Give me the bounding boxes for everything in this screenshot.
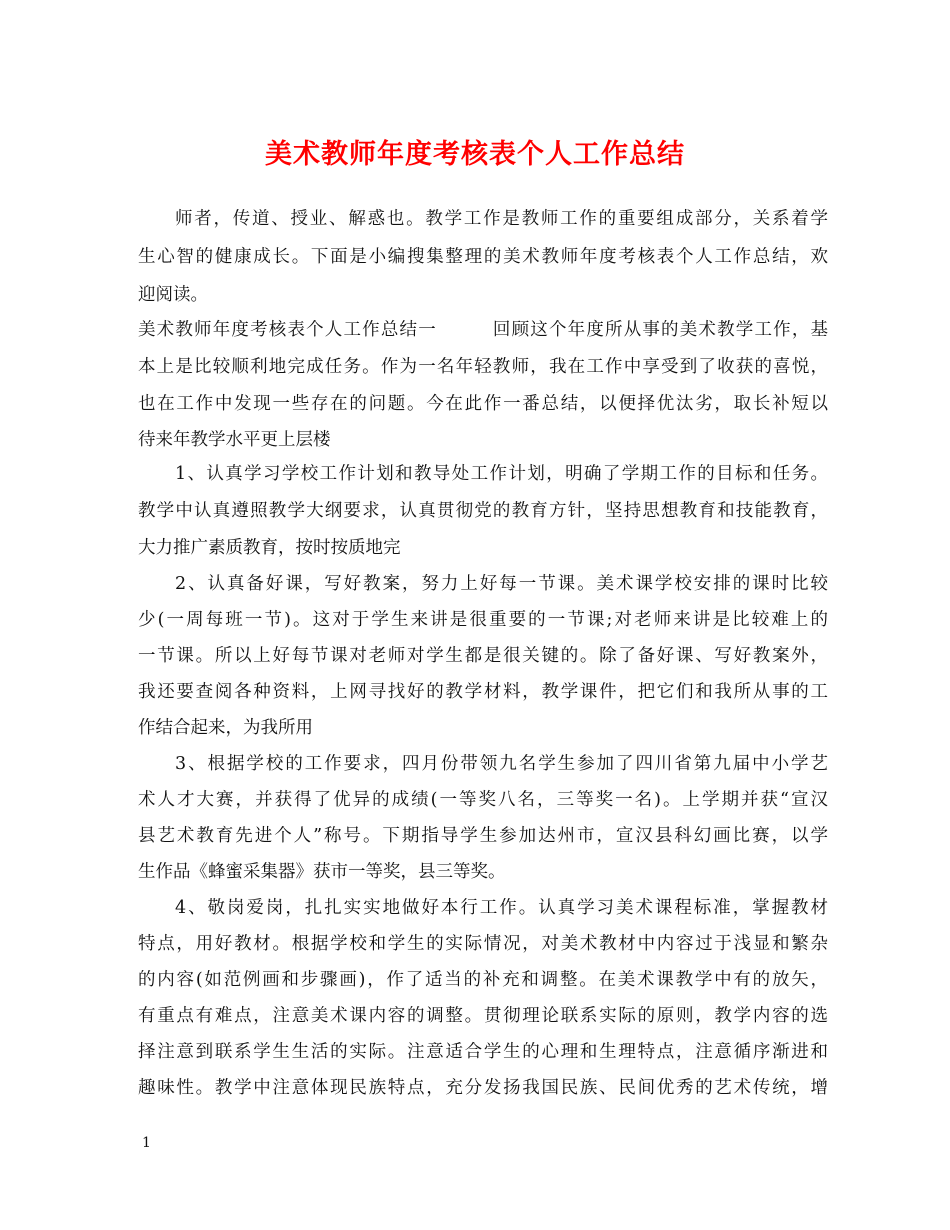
page-number: 1 (142, 1135, 151, 1151)
paragraph-line: 美术教师年度考核表个人工作总结一 回顾这个年度所从事的美术教学工作，基 (138, 320, 828, 340)
paragraph-line: 术人才大赛，并获得了优异的成绩(一等奖八名，三等奖一名)。上学期并获“宣汉 (138, 790, 828, 810)
paragraph-line: 特点，用好教材。根据学校和学生的实际情况，对美术教材中内容过于浅显和繁杂 (138, 934, 828, 954)
paragraph-line: 我还要查阅各种资料，上网寻找好的教学材料，教学课件，把它们和我所从事的工 (138, 682, 828, 702)
paragraph-line: 生心智的健康成长。下面是小编搜集整理的美术教师年度考核表个人工作总结，欢 (138, 247, 828, 267)
paragraph-line: 少(一周每班一节)。这对于学生来讲是很重要的一节课;对老师来讲是比较难上的 (138, 610, 828, 630)
paragraph-line: 本上是比较顺利地完成任务。作为一名年轻教师，我在工作中享受到了收获的喜悦， (138, 357, 828, 377)
paragraph-line: 4、敬岗爱岗，扎扎实实地做好本行工作。认真学习美术课程标准，掌握教材 (175, 898, 828, 918)
document-title: 美术教师年度考核表个人工作总结 (265, 139, 685, 170)
paragraph-line: 3、根据学校的工作要求，四月份带领九名学生参加了四川省第九届中小学艺 (175, 754, 828, 774)
paragraph-line: 2、认真备好课，写好教案，努力上好每一节课。美术课学校安排的课时比较 (175, 574, 828, 594)
paragraph-line: 县艺术教育先进个人”称号。下期指导学生参加达州市，宣汉县科幻画比赛，以学 (138, 826, 828, 846)
paragraph-line: 有重点有难点，注意美术课内容的调整。贯彻理论联系实际的原则，教学内容的选 (138, 1006, 828, 1026)
paragraph-line: 也在工作中发现一些存在的问题。今在此作一番总结，以便择优汰劣，取长补短以 (138, 394, 828, 414)
paragraph-line: 一节课。所以上好每节课对老师对学生都是很关键的。除了备好课、写好教案外， (138, 646, 828, 666)
paragraph-line: 趣味性。教学中注意体现民族特点，充分发扬我国民族、民间优秀的艺术传统，增 (138, 1078, 828, 1098)
paragraph-line: 待来年教学水平更上层楼 (138, 430, 331, 450)
paragraph-line: 教学中认真遵照教学大纲要求，认真贯彻党的教育方针，坚持思想教育和技能教育， (138, 501, 828, 521)
paragraph-line: 迎阅读。 (138, 285, 208, 305)
paragraph-line: 的内容(如范例画和步骤画)，作了适当的补充和调整。在美术课教学中有的放矢， (138, 970, 828, 990)
paragraph-line: 生作品《蜂蜜采集器》获市一等奖，县三等奖。 (138, 862, 506, 882)
paragraph-line: 1、认真学习学校工作计划和教导处工作计划，明确了学期工作的目标和任务。 (175, 464, 828, 484)
paragraph-line: 择注意到联系学生生活的实际。注意适合学生的心理和生理特点，注意循序渐进和 (138, 1042, 828, 1062)
paragraph-line: 大力推广素质教育，按时按质地完 (138, 538, 401, 558)
paragraph-line: 师者，传道、授业、解惑也。教学工作是教师工作的重要组成部分，关系着学 (175, 209, 828, 229)
paragraph-line: 作结合起来，为我所用 (138, 718, 313, 738)
